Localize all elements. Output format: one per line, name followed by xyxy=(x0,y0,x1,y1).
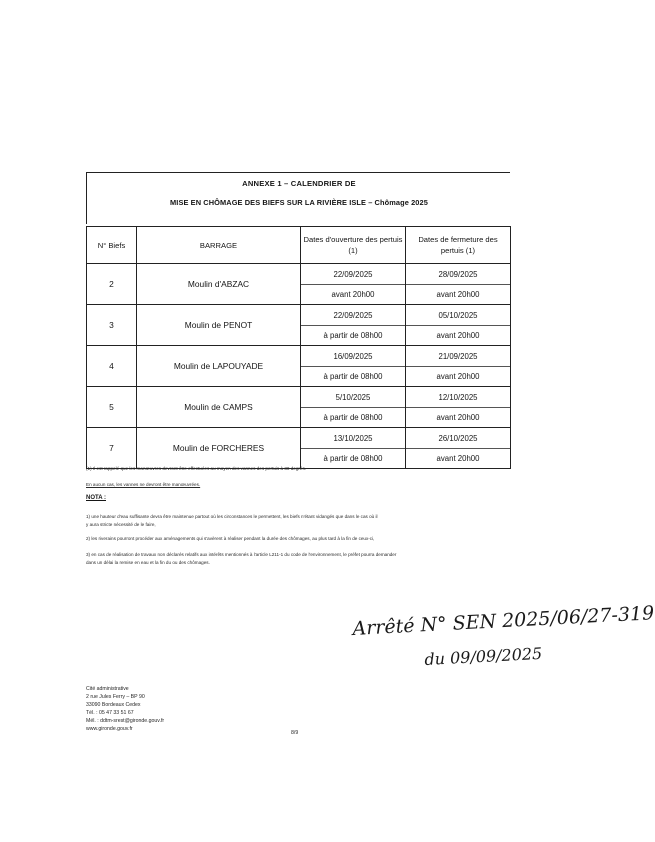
row-barrage: Moulin d'ABZAC xyxy=(137,264,301,305)
row-barrage: Moulin de FORCHERES xyxy=(137,428,301,469)
annex-subtitle: MISE EN CHÔMAGE DES BIEFS SUR LA RIVIÈRE ISLE – Chômage 2025 xyxy=(170,198,428,207)
table-row xyxy=(87,428,511,469)
header-num: N° Biefs xyxy=(87,227,137,264)
annex-title: ANNEXE 1 – CALENDRIER DE xyxy=(242,179,356,188)
open-date: 5/10/2025 xyxy=(301,388,405,408)
open-note: à partir de 08h00 xyxy=(323,453,383,463)
close-note: avant 20h00 xyxy=(436,453,480,463)
row-barrage: Moulin de LAPOUYADE xyxy=(137,346,301,387)
open-date: 13/10/2025 xyxy=(301,429,405,449)
close-note: avant 20h00 xyxy=(436,371,480,381)
handwritten-decree-date: du 09/09/2025 xyxy=(424,643,543,669)
footer-email: Mél. : ddtm-srest@gironde.gouv.fr xyxy=(86,718,165,724)
row-open xyxy=(301,346,406,387)
table-row xyxy=(87,305,511,346)
notes-title: NOTA : xyxy=(86,495,106,501)
open-date: 16/09/2025 xyxy=(301,347,405,367)
footer-website: www.gironde.gouv.fr xyxy=(86,726,133,732)
note-1b: y aura stricte nécessité de le faire, xyxy=(86,522,156,527)
row-num: 7 xyxy=(87,428,137,469)
handwritten-decree-number: Arrêté N° SEN 2025/06/27-319 xyxy=(352,602,655,640)
close-date: 12/10/2025 xyxy=(406,388,510,408)
row-open xyxy=(301,305,406,346)
open-date: 22/09/2025 xyxy=(301,265,405,285)
close-note: avant 20h00 xyxy=(436,289,480,299)
note-3b: dans un délai la remise en eau et la fin du ou des chômages. xyxy=(86,560,210,565)
note-1a: 1) une hauteur d'eau suffisante devra être maintenue partout où les circonstances le permettent, les biefs n'étant vidangés que dans le cas où il xyxy=(86,514,378,519)
row-num: 4 xyxy=(87,346,137,387)
row-open xyxy=(301,387,406,428)
row-open xyxy=(301,264,406,305)
table-header-row xyxy=(87,227,511,264)
footer-phone: Tél. : 05 47 33 51 67 xyxy=(86,710,134,716)
footer-address-2: 2 rue Jules Ferry – BP 90 xyxy=(86,694,145,700)
footer-address-1: Cité administrative xyxy=(86,686,129,692)
note-2: 2) les riverains pourront procéder aux aménagements qui s'avèrent à réaliser pendant la durée des chômages, au plus tard à la fin de ceux-ci, xyxy=(86,536,375,541)
close-date: 21/09/2025 xyxy=(406,347,510,367)
close-date: 05/10/2025 xyxy=(406,306,510,326)
note-warning: En aucun cas, les vannes ne devront être manœuvrées. xyxy=(86,482,201,487)
open-note: à partir de 08h00 xyxy=(323,330,383,340)
page-number: 8/9 xyxy=(291,730,299,736)
row-num: 3 xyxy=(87,305,137,346)
header-ouverture: Dates d'ouverture des pertuis (1) xyxy=(301,227,406,264)
row-close xyxy=(406,264,511,305)
close-date: 28/09/2025 xyxy=(406,265,510,285)
row-close xyxy=(406,387,511,428)
row-close xyxy=(406,305,511,346)
open-note: à partir de 08h00 xyxy=(323,412,383,422)
row-num: 2 xyxy=(87,264,137,305)
schedule-table xyxy=(86,226,511,469)
close-note: avant 20h00 xyxy=(436,412,480,422)
row-open xyxy=(301,428,406,469)
close-date: 26/10/2025 xyxy=(406,429,510,449)
row-barrage: Moulin de PENOT xyxy=(137,305,301,346)
open-date: 22/09/2025 xyxy=(301,306,405,326)
table-row xyxy=(87,387,511,428)
table-row xyxy=(87,346,511,387)
table-row xyxy=(87,264,511,305)
header-barrage: BARRAGE xyxy=(137,227,301,264)
footnote: (1) Il est rappelé que les manœuvres devront être effectuées au moyen des vannes des pertuis à 30 degrés. xyxy=(86,466,307,471)
open-note: à partir de 08h00 xyxy=(323,371,383,381)
title-block xyxy=(86,172,510,224)
note-3a: 3) en cas de réalisation de travaux non déclarés relatifs aux intérêts mentionnés à l'article L211-1 du code de l'environnement, le préfet pourra demander xyxy=(86,552,397,557)
footer-address-3: 33090 Bordeaux Cedex xyxy=(86,702,141,708)
row-barrage: Moulin de CAMPS xyxy=(137,387,301,428)
row-close xyxy=(406,346,511,387)
header-fermeture: Dates de fermeture des pertuis (1) xyxy=(406,227,511,264)
row-num: 5 xyxy=(87,387,137,428)
close-note: avant 20h00 xyxy=(436,330,480,340)
open-note: avant 20h00 xyxy=(331,289,375,299)
row-close xyxy=(406,428,511,469)
